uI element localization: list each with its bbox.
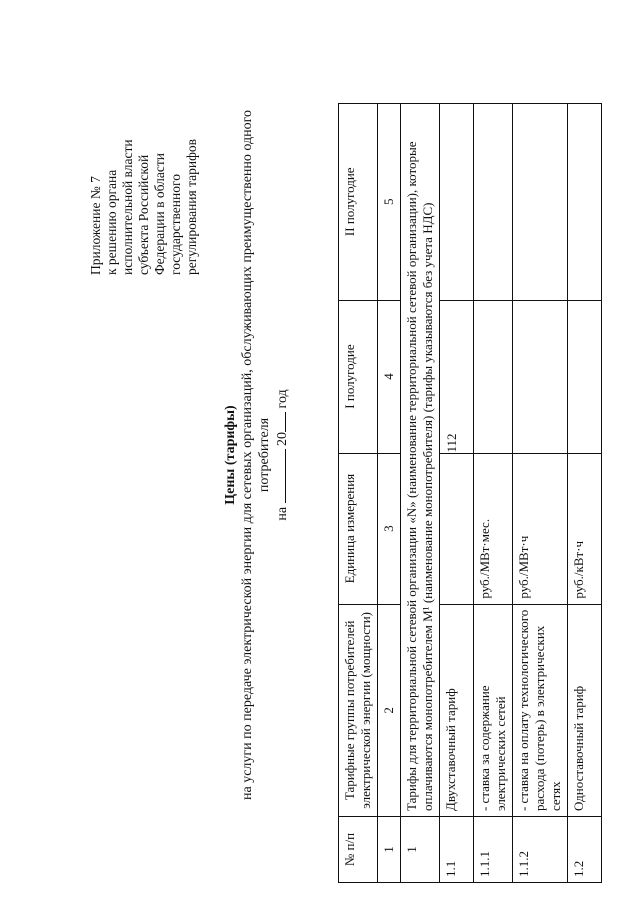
row-unit: руб./МВт·ч <box>513 453 568 604</box>
row-name: - ставка за содержание электрических сетей <box>474 604 513 816</box>
table-row <box>513 104 568 883</box>
column-numbering-row <box>378 104 401 883</box>
appendix-line: к решению органа <box>104 169 119 275</box>
row-num: 1.1.2 <box>513 817 568 883</box>
row-h2 <box>440 104 474 301</box>
title-line-2: потребителя <box>257 417 272 493</box>
header-h1: I полугодие <box>339 300 378 453</box>
row-num: 1.1 <box>440 817 474 883</box>
table-row <box>440 104 474 883</box>
row-unit: руб./МВт·мес. <box>474 453 513 604</box>
period-year-prefix: 20 <box>275 431 290 446</box>
row-h1 <box>474 300 513 453</box>
appendix-line: Приложение № 7 <box>88 176 103 275</box>
table-row <box>474 104 513 883</box>
row-h2 <box>474 104 513 301</box>
row-h1 <box>513 300 568 453</box>
col-number: 4 <box>378 300 401 453</box>
row-num: 1.2 <box>568 817 602 883</box>
row-unit <box>440 453 474 604</box>
appendix-line: регулирования тарифов <box>184 138 199 275</box>
page-number: 112 <box>444 433 459 453</box>
col-number: 1 <box>378 817 401 883</box>
header-num: № п/п <box>339 817 378 883</box>
title-heading: Цены (тарифы) <box>223 405 238 505</box>
appendix-line: Федерации в области <box>152 152 167 275</box>
header-group: Тарифные группы потребителей электрической энергии (мощности) <box>339 604 378 816</box>
appendix-line: исполнительной власти <box>120 139 135 275</box>
row-h1 <box>440 300 474 453</box>
row-h1 <box>568 300 602 453</box>
appendix-line: субъекта Российской <box>136 154 151 275</box>
appendix-line: государственного <box>168 174 183 275</box>
period-line <box>273 75 291 835</box>
section-num: 1 <box>401 817 440 883</box>
col-number: 2 <box>378 604 401 816</box>
row-name: - ставка на оплату технологического расхода (потерь) в электрических сетях <box>513 604 568 816</box>
period-suffix: год <box>275 389 290 409</box>
row-name: Двухставочный тариф <box>440 604 474 816</box>
period-prefix: на <box>275 506 290 521</box>
table-header-row <box>339 104 378 883</box>
row-num: 1.1.1 <box>474 817 513 883</box>
period-blank <box>273 449 286 503</box>
appendix-note <box>88 139 200 275</box>
row-unit: руб./кВт·ч <box>568 453 602 604</box>
row-h2 <box>513 104 568 301</box>
col-number: 5 <box>378 104 401 301</box>
header-unit: Единица измерения <box>339 453 378 604</box>
col-number: 3 <box>378 453 401 604</box>
title-line-1: на услуги по передаче электрической энергии для сетевых организаций, обслуживающих преимущественно одного <box>240 110 255 800</box>
document-title <box>222 75 291 835</box>
table-row <box>568 104 602 883</box>
period-year-blank <box>273 412 286 432</box>
section-row <box>401 104 440 883</box>
header-h2: II полугодие <box>339 104 378 301</box>
tariff-table <box>338 103 602 883</box>
row-h2 <box>568 104 602 301</box>
section-text: Тарифы для территориальной сетевой организации «N» (наименование территориальной сетевой организации), которые оплачиваются монопотребителем М¹ (наименование монопотребителя) (тарифы указываются без учета НДС) <box>401 104 440 817</box>
row-name: Одноставочный тариф <box>568 604 602 816</box>
